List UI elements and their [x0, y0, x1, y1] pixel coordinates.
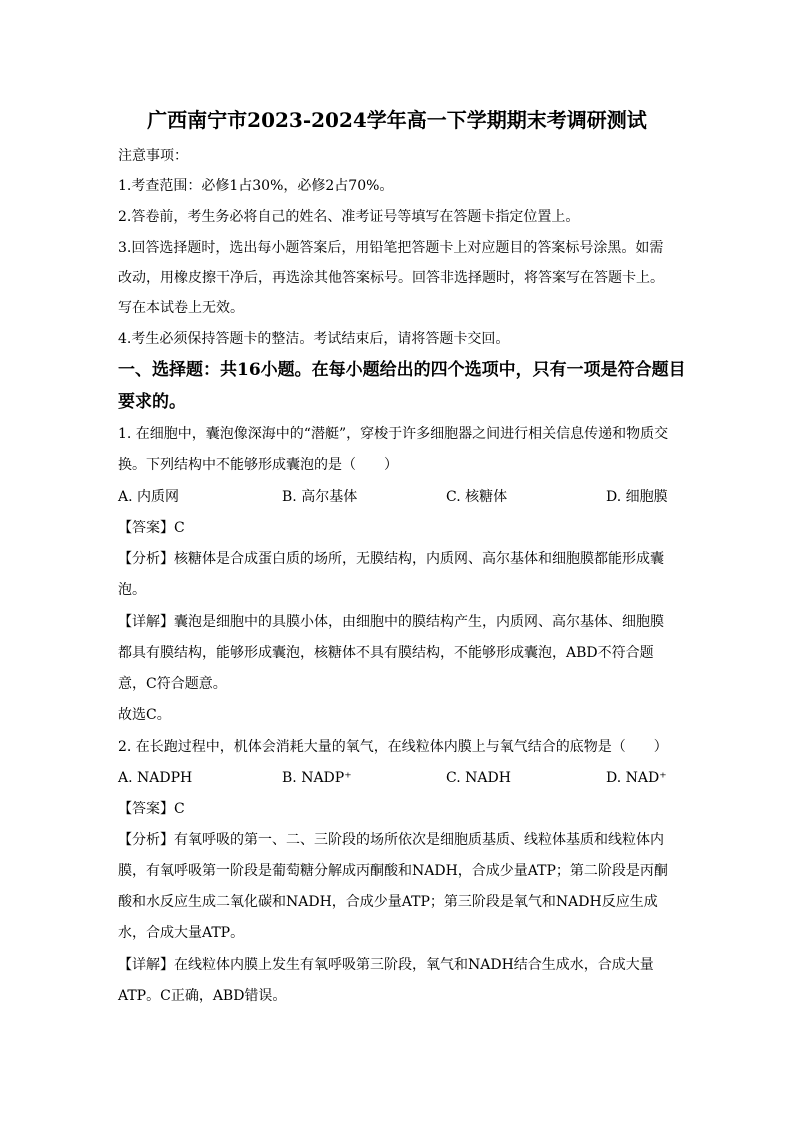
q1-stem-line-2: 换。下列结构中不能够形成囊泡的是（ ） [118, 457, 398, 473]
q1-detail-line-3: 意，C符合题意。 [118, 676, 227, 692]
q2-answer: 【答案】C [118, 801, 185, 817]
note-3-line-1: 3.回答选择题时，选出每小题答案后，用铅笔把答题卡上对应题目的答案标号涂黑。如需 [118, 240, 664, 256]
q2-option-a: A. NADPH [118, 770, 193, 786]
q1-option-a: A. 内质网 [118, 489, 180, 505]
q1-analysis-line-2: 泡。 [118, 582, 146, 598]
q1-option-d: D. 细胞膜 [606, 489, 668, 505]
page-title: 广西南宁市2023-2024学年高一下学期期末考调研测试 [147, 108, 647, 132]
note-4: 4.考生必须保持答题卡的整洁。考试结束后，请将答题卡交回。 [118, 331, 510, 347]
q1-detail-line-1: 【详解】囊泡是细胞中的具膜小体，由细胞中的膜结构产生，内质网、高尔基体、细胞膜 [118, 614, 664, 630]
q2-analysis-line-2: 膜，有氧呼吸第一阶段是葡萄糖分解成丙酮酸和NADH，合成少量ATP；第二阶段是丙酮 [118, 863, 668, 879]
q1-detail-line-2: 都具有膜结构，能够形成囊泡，核糖体不具有膜结构，不能够形成囊泡，ABD不符合题 [118, 645, 654, 661]
note-3-line-2: 改动，用橡皮擦干净后，再选涂其他答案标号。回答非选择题时，将答案写在答题卡上。 [118, 270, 664, 286]
note-3-line-3: 写在本试卷上无效。 [118, 300, 244, 316]
q2-analysis-line-3: 酸和水反应生成二氧化碳和NADH，合成少量ATP；第三阶段是氧气和NADH反应生成 [118, 894, 658, 910]
q2-detail-line-2: ATP。C正确，ABD错误。 [118, 988, 287, 1004]
q1-analysis-line-1: 【分析】核糖体是合成蛋白质的场所，无膜结构，内质网、高尔基体和细胞膜都能形成囊 [118, 551, 664, 567]
q1-choose: 故选C。 [118, 707, 171, 723]
q2-stem: 2. 在长跑过程中，机体会消耗大量的氧气，在线粒体内膜上与氧气结合的底物是（ ） [118, 739, 668, 755]
q2-analysis-line-1: 【分析】有氧呼吸的第一、二、三阶段的场所依次是细胞质基质、线粒体基质和线粒体内 [118, 832, 664, 848]
q1-stem-line-1: 1. 在细胞中，囊泡像深海中的“潜艇”，穿梭于许多细胞器之间进行相关信息传递和物质交 [118, 426, 669, 442]
notes-heading: 注意事项： [118, 148, 188, 164]
section-heading-line-1: 一、选择题：共16小题。在每小题给出的四个选项中，只有一项是符合题目 [118, 360, 686, 380]
q1-option-b: B. 高尔基体 [282, 489, 358, 505]
q2-analysis-line-4: 水，合成大量ATP。 [118, 925, 245, 941]
q1-answer: 【答案】C [118, 520, 185, 536]
q2-option-d: D. NAD⁺ [606, 770, 667, 786]
section-heading-line-2: 要求的。 [118, 392, 186, 412]
note-1: 1.考查范围：必修1占30%，必修2占70%。 [118, 178, 394, 194]
note-2: 2.答卷前，考生务必将自己的姓名、准考证号等填写在答题卡指定位置上。 [118, 209, 580, 225]
q1-option-c: C. 核糖体 [446, 489, 508, 505]
q2-detail-line-1: 【详解】在线粒体内膜上发生有氧呼吸第三阶段，氧气和NADH结合生成水，合成大量 [118, 957, 654, 973]
q2-option-b: B. NADP⁺ [282, 770, 352, 786]
q2-option-c: C. NADH [446, 770, 511, 786]
